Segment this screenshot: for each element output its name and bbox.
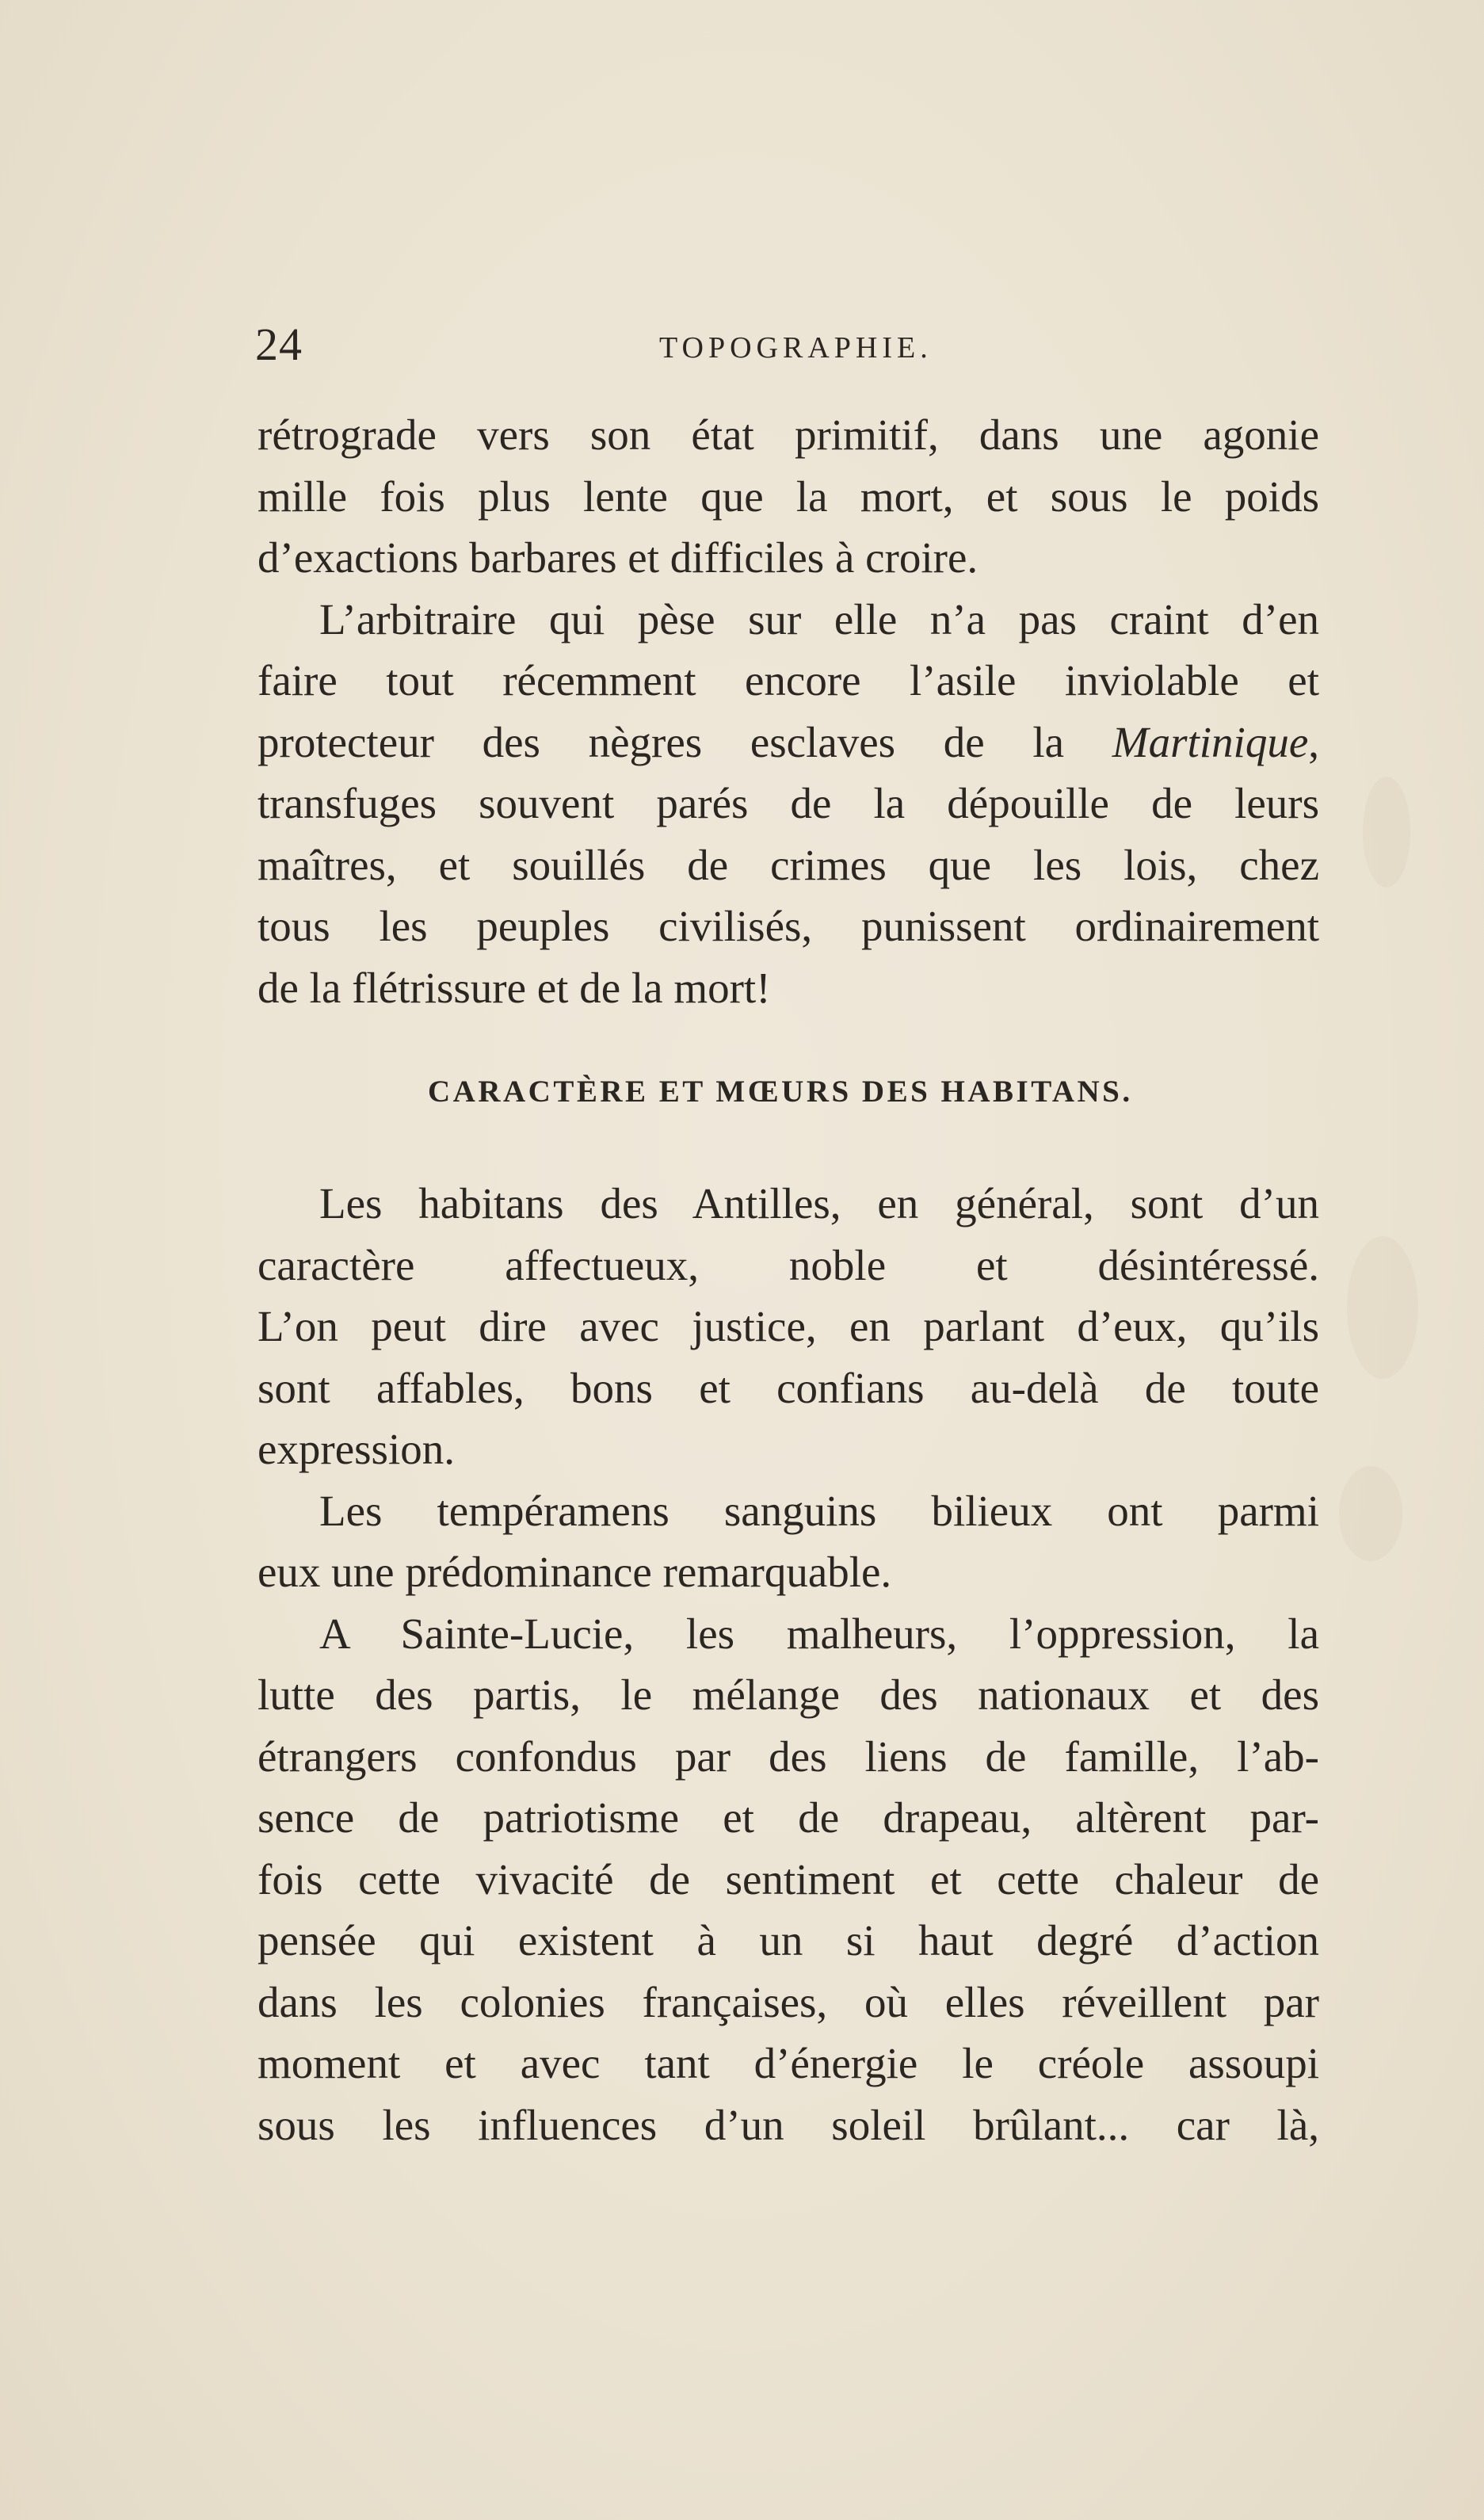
text-line: moment et avec tant d’énergie le créole assoupi: [258, 2039, 1319, 2087]
text-line: mille fois plus lente que la mort, et sous le poids: [258, 472, 1319, 521]
text-line: rétrograde vers son état primitif, dans une agonie: [258, 410, 1319, 459]
text-line: caractère affectueux, noble et désintéressé.: [258, 1240, 1319, 1289]
text-line: tous les peuples civilisés, punissent ordinairement: [258, 902, 1319, 950]
text-line: sence de patriotisme et de drapeau, altèrent par-: [258, 1793, 1319, 1842]
text-line-with-italic: [258, 712, 1319, 773]
running-head: TOPOGRAPHIE.: [659, 331, 933, 365]
text-line: faire tout récemment encore l’asile inviolable et: [258, 656, 1319, 704]
section-title: CARACTÈRE ET MŒURS DES HABITANS.: [428, 1075, 1133, 1109]
page-header: [255, 317, 1317, 388]
text-line: d’exactions barbares et difficiles à croire.: [258, 533, 979, 582]
text-line: fois cette vivacité de sentiment et cette chaleur de: [258, 1854, 1319, 1903]
text-line: sont affables, bons et confians au-delà de toute: [258, 1363, 1319, 1412]
text-line: Les tempéramens sanguins bilieux ont parmi: [319, 1486, 1319, 1535]
text-line: A Sainte-Lucie, les malheurs, l’oppression, la: [319, 1609, 1319, 1658]
italic-place-name: Martinique: [1112, 717, 1309, 766]
page-number: 24: [255, 319, 303, 370]
text-line: lutte des partis, le mélange des nationaux et des: [258, 1670, 1319, 1719]
paragraph-block: [258, 1173, 1319, 2155]
text-line: L’on peut dire avec justice, en parlant d’eux, qu’ils: [258, 1302, 1319, 1350]
text-line: eux une prédominance remarquable.: [258, 1548, 892, 1596]
text-line: L’arbitraire qui pèse sur elle n’a pas craint d’en: [319, 594, 1319, 643]
paper-stain: [1339, 1466, 1402, 1561]
text-line: sous les influences d’un soleil brûlant... car là,: [258, 2100, 1319, 2149]
text-line: transfuges souvent parés de la dépouille de leurs: [258, 779, 1319, 827]
text-line: de la flétrissure et de la mort!: [258, 963, 771, 1012]
text-line: expression.: [258, 1425, 455, 1473]
text-line: pensée qui existent à un si haut degré d’action: [258, 1916, 1319, 1964]
text-line: étrangers confondus par des liens de famille, l’ab-: [258, 1732, 1319, 1781]
text-line: maîtres, et souillés de crimes que les lois, chez: [258, 840, 1319, 889]
text-segment: protecteur des nègres esclaves de la: [258, 717, 1112, 766]
text-line: dans les colonies françaises, où elles réveillent par: [258, 1977, 1319, 2026]
paper-stain: [1363, 777, 1410, 888]
text-line: Les habitans des Antilles, en général, sont d’un: [319, 1179, 1319, 1228]
text-segment: ,: [1308, 717, 1319, 766]
paper-stain: [1347, 1236, 1418, 1379]
paragraph-block-continued: [258, 404, 1319, 1018]
